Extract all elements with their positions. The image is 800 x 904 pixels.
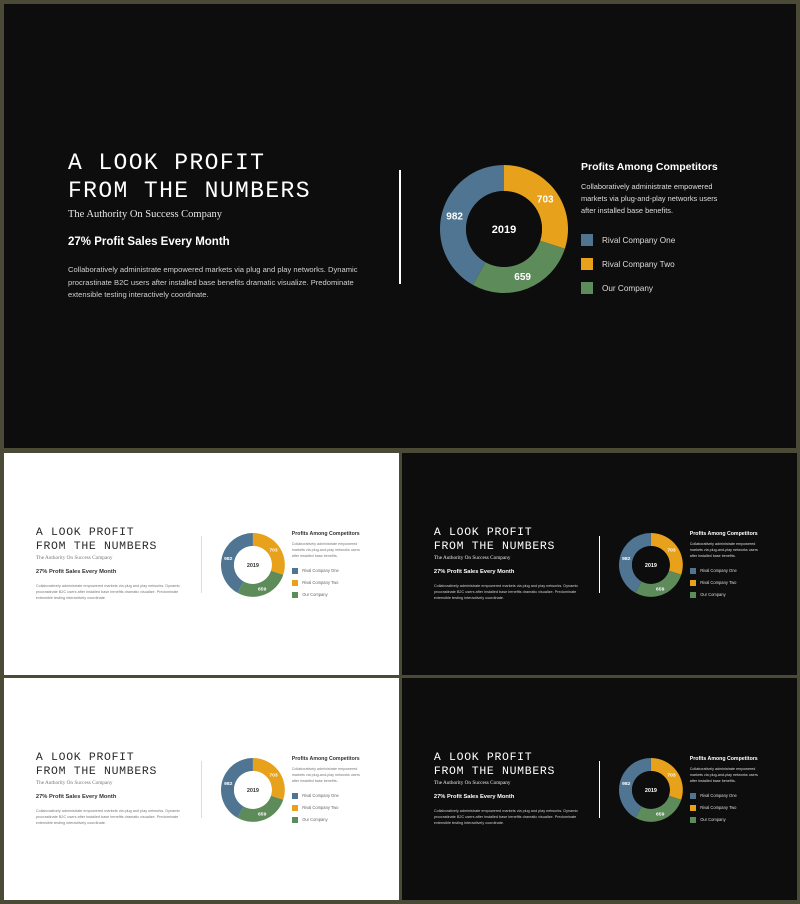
legend-item	[690, 577, 737, 589]
legend-label: Our Company	[700, 592, 726, 598]
chart-description: Collaboratively administrate empowered markets via plug-and-play networks users after installed base benefits.	[291, 767, 360, 784]
legend-label: Our Company	[302, 592, 328, 598]
donut-value-label: 982	[224, 556, 233, 563]
legend-label: Rival Company One	[700, 793, 737, 799]
donut-center-label: 2019	[247, 788, 260, 795]
legend-label: Rival Company Two	[602, 259, 675, 269]
donut-value-label: 659	[656, 586, 665, 593]
body-paragraph: Collaboratively administrate empowered markets via plug and play networks. Dynamic procrastinate B2C users after installed base benefits dramatic visualize. Predominate extensible testing interactively coordinate.	[35, 808, 181, 826]
donut-chart	[616, 755, 686, 825]
legend-label: Rival Company Two	[700, 580, 737, 586]
legend-label: Rival Company One	[302, 793, 339, 799]
donut-chart	[218, 530, 288, 600]
slide-thumb-1[interactable]	[4, 453, 399, 675]
legend-label: Our Company	[700, 817, 726, 823]
donut-chart	[434, 159, 574, 299]
legend-item	[690, 589, 737, 601]
title-line-2: FROM THE NUMBERS	[433, 539, 556, 553]
legend-swatch	[292, 592, 298, 598]
legend-swatch	[292, 580, 298, 586]
legend-item	[292, 577, 339, 589]
donut-value-label: 703	[667, 547, 677, 554]
chart-description: Collaboratively administrate empowered markets via plug-and-play networks users after installed base benefits.	[581, 182, 718, 216]
profit-headline: 27% Profit Sales Every Month	[35, 568, 117, 575]
profit-headline: 27% Profit Sales Every Month	[68, 236, 230, 248]
chart-legend	[581, 228, 675, 300]
donut-value-label: 982	[446, 211, 463, 223]
body-paragraph: Collaboratively administrate empowered markets via plug and play networks. Dynamic procrastinate B2C users after installed base benefits dramatic visualize. Predominate extensible testing interactively coordinate.	[35, 583, 181, 601]
legend-label: Rival Company Two	[700, 805, 737, 811]
legend-swatch	[690, 805, 696, 811]
legend-label: Rival Company Two	[302, 580, 339, 586]
chart-title: Profits Among Competitors	[689, 756, 758, 763]
legend-item	[690, 565, 737, 577]
body-paragraph: Collaboratively administrate empowered markets via plug and play networks. Dynamic procrastinate B2C users after installed base benefits dramatic visualize. Predominate extensible testing interactively coordinate.	[68, 265, 358, 300]
donut-center-label: 2019	[247, 563, 260, 570]
chart-description: Collaboratively administrate empowered markets via plug-and-play networks users after installed base benefits.	[291, 542, 360, 559]
donut-chart	[616, 530, 686, 600]
title-line-1: A LOOK PROFIT	[68, 150, 266, 176]
chart-title: Profits Among Competitors	[689, 531, 758, 538]
legend-swatch	[690, 817, 696, 823]
legend-item	[690, 814, 737, 826]
vertical-divider	[201, 536, 202, 593]
legend-item	[581, 252, 675, 276]
title-line-2: FROM THE NUMBERS	[433, 764, 556, 778]
body-paragraph: Collaboratively administrate empowered markets via plug and play networks. Dynamic procrastinate B2C users after installed base benefits dramatic visualize. Predominate extensible testing interactively coordinate.	[433, 808, 579, 826]
title-line-1: A LOOK PROFIT	[433, 750, 533, 764]
slide-main[interactable]	[4, 4, 796, 448]
slide-subtitle: The Authority On Success Company	[35, 555, 113, 562]
slide-thumb-2[interactable]	[402, 453, 797, 675]
profit-headline: 27% Profit Sales Every Month	[433, 568, 515, 575]
chart-title: Profits Among Competitors	[291, 756, 360, 763]
legend-item	[581, 276, 675, 300]
title-line-2: FROM THE NUMBERS	[35, 764, 158, 778]
donut-value-label: 659	[258, 586, 267, 593]
vertical-divider	[599, 761, 600, 818]
vertical-divider	[599, 536, 600, 593]
slide-subtitle: The Authority On Success Company	[68, 209, 222, 220]
legend-item	[581, 228, 675, 252]
donut-value-label: 659	[656, 811, 665, 818]
title-line-1: A LOOK PROFIT	[35, 525, 135, 539]
legend-swatch	[690, 793, 696, 799]
title-line-1: A LOOK PROFIT	[35, 750, 135, 764]
legend-label: Rival Company One	[700, 568, 737, 574]
donut-value-label: 659	[514, 271, 531, 283]
legend-label: Rival Company One	[302, 568, 339, 574]
donut-value-label: 703	[667, 772, 677, 779]
legend-swatch	[690, 580, 696, 586]
title-line-1: A LOOK PROFIT	[433, 525, 533, 539]
slide-subtitle: The Authority On Success Company	[35, 780, 113, 787]
donut-center-label: 2019	[645, 563, 658, 570]
legend-item	[690, 790, 737, 802]
slide-subtitle: The Authority On Success Company	[433, 780, 511, 787]
donut-value-label: 703	[269, 772, 279, 779]
legend-label: Rival Company One	[602, 235, 676, 245]
slide-thumb-3[interactable]	[4, 678, 399, 900]
legend-label: Our Company	[302, 817, 328, 823]
vertical-divider	[399, 170, 401, 284]
profit-headline: 27% Profit Sales Every Month	[35, 793, 117, 800]
slide-title	[68, 150, 311, 205]
legend-swatch	[690, 592, 696, 598]
donut-value-label: 982	[224, 781, 233, 788]
legend-item	[292, 790, 339, 802]
body-paragraph: Collaboratively administrate empowered markets via plug and play networks. Dynamic procrastinate B2C users after installed base benefits dramatic visualize. Predominate extensible testing interactively coordinate.	[433, 583, 579, 601]
slide-title	[36, 526, 157, 554]
legend-swatch	[581, 234, 593, 246]
legend-swatch	[581, 258, 593, 270]
title-line-2: FROM THE NUMBERS	[68, 177, 311, 204]
legend-swatch	[292, 793, 298, 799]
vertical-divider	[201, 761, 202, 818]
slide-title	[434, 751, 555, 779]
legend-swatch	[581, 282, 593, 294]
donut-value-label: 659	[258, 811, 267, 818]
legend-item	[292, 814, 339, 826]
chart-description: Collaboratively administrate empowered markets via plug-and-play networks users after installed base benefits.	[689, 542, 758, 559]
legend-swatch	[690, 568, 696, 574]
donut-value-label: 703	[269, 547, 279, 554]
slide-thumb-4[interactable]	[402, 678, 797, 900]
legend-swatch	[292, 805, 298, 811]
slide-subtitle: The Authority On Success Company	[433, 555, 511, 562]
chart-legend	[690, 565, 737, 601]
legend-label: Our Company	[602, 283, 653, 293]
chart-title: Profits Among Competitors	[581, 161, 718, 173]
donut-value-label: 982	[622, 781, 631, 788]
chart-legend	[292, 790, 339, 826]
title-line-2: FROM THE NUMBERS	[35, 539, 158, 553]
legend-item	[292, 565, 339, 577]
legend-swatch	[292, 817, 298, 823]
chart-legend	[690, 790, 737, 826]
legend-item	[292, 802, 339, 814]
donut-value-label: 703	[536, 194, 554, 206]
profit-headline: 27% Profit Sales Every Month	[433, 793, 515, 800]
donut-center-label: 2019	[491, 224, 517, 236]
legend-item	[292, 589, 339, 601]
legend-item	[690, 802, 737, 814]
legend-swatch	[292, 568, 298, 574]
chart-title: Profits Among Competitors	[291, 531, 360, 538]
donut-center-label: 2019	[645, 788, 658, 795]
chart-description: Collaboratively administrate empowered markets via plug-and-play networks users after installed base benefits.	[689, 767, 758, 784]
legend-label: Rival Company Two	[302, 805, 339, 811]
donut-value-label: 982	[622, 556, 631, 563]
slide-title	[36, 751, 157, 779]
donut-chart	[218, 755, 288, 825]
slide-title	[434, 526, 555, 554]
chart-legend	[292, 565, 339, 601]
